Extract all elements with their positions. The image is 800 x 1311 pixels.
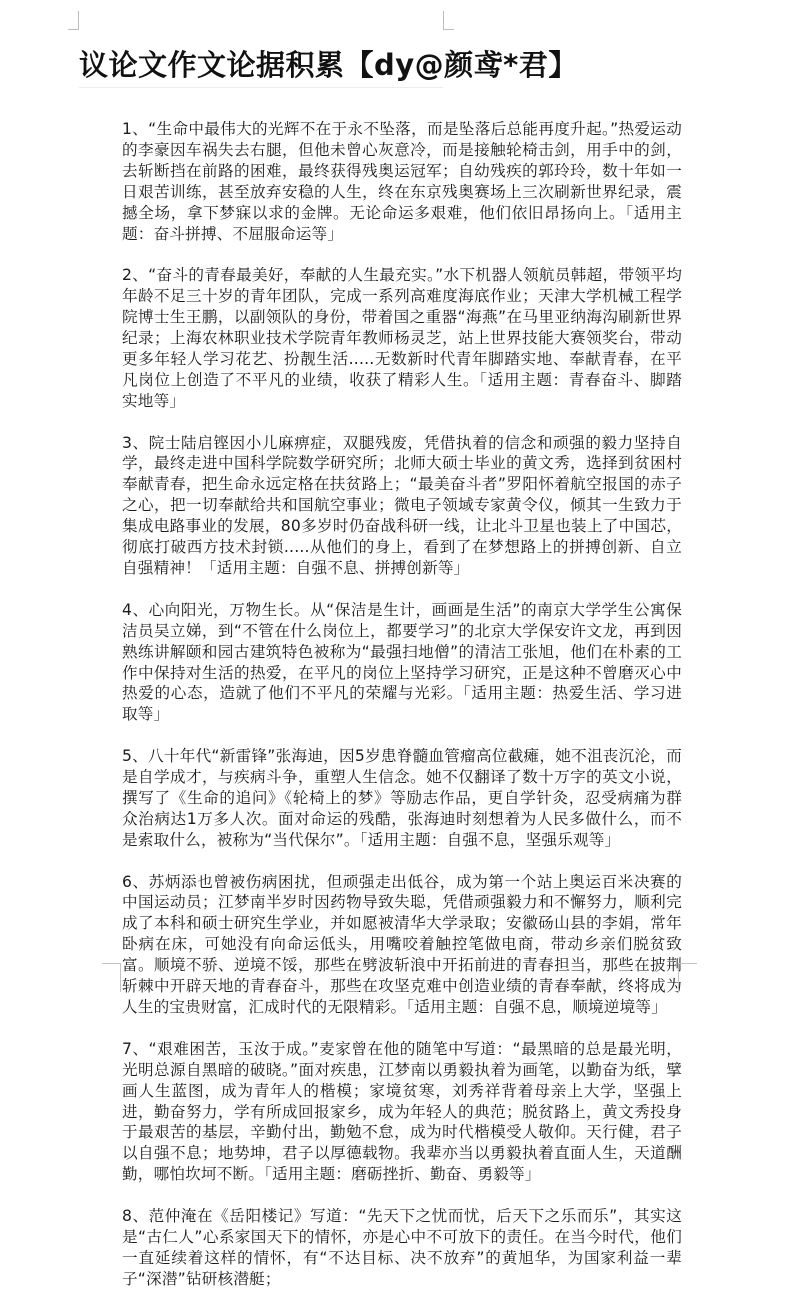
- paragraph-1: 1、“生命中最伟大的光辉不在于永不坠落，而是坠落后总能再度升起。”热爱运动的李豪因车祸失去右腿，但他未曾心灰意冷，而是接触轮椅击剑，用手中的剑，去斩断挡在前路的困难，最终获得残奥运冠军；自幼残疾的郭玲玲，数十年如一日艰苦训练，甚至放弃安稳的人生，终在东京残奥赛场上三次刷新世界纪录，震撼全场，拿下梦寐以求的金牌。无论命运多艰难，他们依旧昂扬向上。「适用主题：奋斗拼搏、不屈服命运等」: [122, 120, 682, 243]
- page-corner-bottom-left: [102, 963, 121, 992]
- paragraph-4: 4、心向阳光，万物生长。从“保洁是生计，画画是生活”的南京大学学生公寓保洁员吴立娣，到“不管在什么岗位上，都要学习”的北京大学保安许文龙，再到因熟练讲解颐和园古建筑特色被称为“最强扫地僧”的清洁工张旭，他们在朴素的工作中保持对生活的热爱，在平凡的岗位上坚持学习研究，正是这种不曾磨灭心中热爱的心态，造就了他们不平凡的荣耀与光彩。「适用主题：热爱生活、学习进取等」: [122, 600, 682, 724]
- paragraph-6: 6、苏炳添也曾被伤病困扰，但顽强走出低谷，成为第一个站上奥运百米决赛的中国运动员；江梦南半岁时因药物导致失聪，凭借顽强毅力和不懈努力，顺利完成了本科和硕士研究生学业，并如愿被清华大学录取；安徽砀山县的李娟，常年卧病在床，可她没有向命运低头，用嘴咬着触控笔做电商，带动乡亲们脱贫致富。顺境不骄、逆境不馁，那些在劈波斩浪中开拓前进的青春担当，那些在披荆斩棘中开辟天地的青春奋斗，那些在攻坚克难中创造业绩的青春奉献，终将成为人生的宝贵财富，汇成时代的无限精彩。「适用主题：自强不息，顺境逆境等」: [122, 872, 682, 1016]
- paragraph-7: 7、“艰难困苦，玉汝于成。”麦家曾在他的随笔中写道：“最黑暗的总是最光明，光明总源自黑暗的破晓。”面对疾患，江梦南以勇毅执着为画笔，以勤奋为纸，擘画人生蓝图，成为青年人的楷模；家境贫寒，刘秀祥背着母亲上大学，坚强上进，勤奋努力，学有所成回报家乡，成为年轻人的典范；脱贫路上，黄文秀投身于最艰苦的基层，辛勤付出，勤勉不怠，成为时代楷模受人敬仰。天行健，君子以自强不息；地势坤，君子以厚德载物。我辈亦当以勇毅执着直面人生，天道酬勤，哪怕坎坷不断。「适用主题：磨砺挫折、勤奋、勇毅等」: [122, 1039, 682, 1184]
- page-corner-bottom-right: [678, 963, 697, 992]
- document-body: [122, 119, 682, 1311]
- paragraph-5: 5、八十年代“新雷锋”张海迪，因5岁患脊髓血管瘤高位截瘫，她不沮丧沉沦，而是自学成才，与疾病斗争，重塑人生信念。她不仅翻译了数十万字的英文小说，撰写了《生命的追问》《轮椅上的梦》等励志作品，更自学针灸，忍受病痛为群众治病达1万多人次。面对命运的残酷，张海迪时刻想着为人民多做什么，而不是索取什么，被称为“当代保尔”。「适用主题：自强不息，坚强乐观等」: [122, 747, 682, 849]
- paragraph-8: 8、范仲淹在《岳阳楼记》写道：“先天下之忧而忧，后天下之乐而乐”，其实这是“古仁人”心系家国天下的情怀，亦是心中不可放下的责任。在当今时代，他们一直延续着这样的情怀，有“不达目标、决不放弃”的黄旭华，为国家利益一辈子“深潜”钻研核潜艇；: [122, 1207, 682, 1288]
- title-divider: [79, 87, 443, 88]
- page-corner-top-left: [68, 11, 79, 30]
- page-corner-top-right: [443, 11, 454, 30]
- paragraph-3: 3、院士陆启铿因小儿麻痹症，双腿残废，凭借执着的信念和顽强的毅力坚持自学，最终走进中国科学院数学研究所；北师大硕士毕业的黄文秀，选择到贫困村奉献青春，把生命永远定格在扶贫路上；“最美奋斗者”罗阳怀着航空报国的赤子之心，把一切奉献给共和国航空事业；微电子领域专家黄令仪，倾其一生致力于集成电路事业的发展，80多岁时仍奋战科研一线，让北斗卫星也装上了中国芯，彻底打破西方技术封锁.....从他们的身上，看到了在梦想路上的拼搏创新、自立自强精神！「适用主题：自强不息、拼搏创新等」: [122, 433, 682, 577]
- paragraph-2: 2、“奋斗的青春最美好，奉献的人生最充实。”水下机器人领航员韩超，带领平均年龄不足三十岁的青年团队，完成一系列高难度海底作业；天津大学机械工程学院博士生王鹏，以副领队的身份，带着国之重器“海燕”在马里亚纳海沟刷新世界纪录；上海农林职业技术学院青年教师杨灵芝，站上世界技能大赛领奖台，带动更多年轻人学习花艺、扮靓生活.....无数新时代青年脚踏实地、奉献青春，在平凡岗位上创造了不平凡的业绩，收获了精彩人生。「适用主题：青春奋斗、脚踏实地等」: [122, 266, 682, 410]
- document-title: 议论文作文论据积累【dy@颜鸢*君】: [79, 48, 578, 82]
